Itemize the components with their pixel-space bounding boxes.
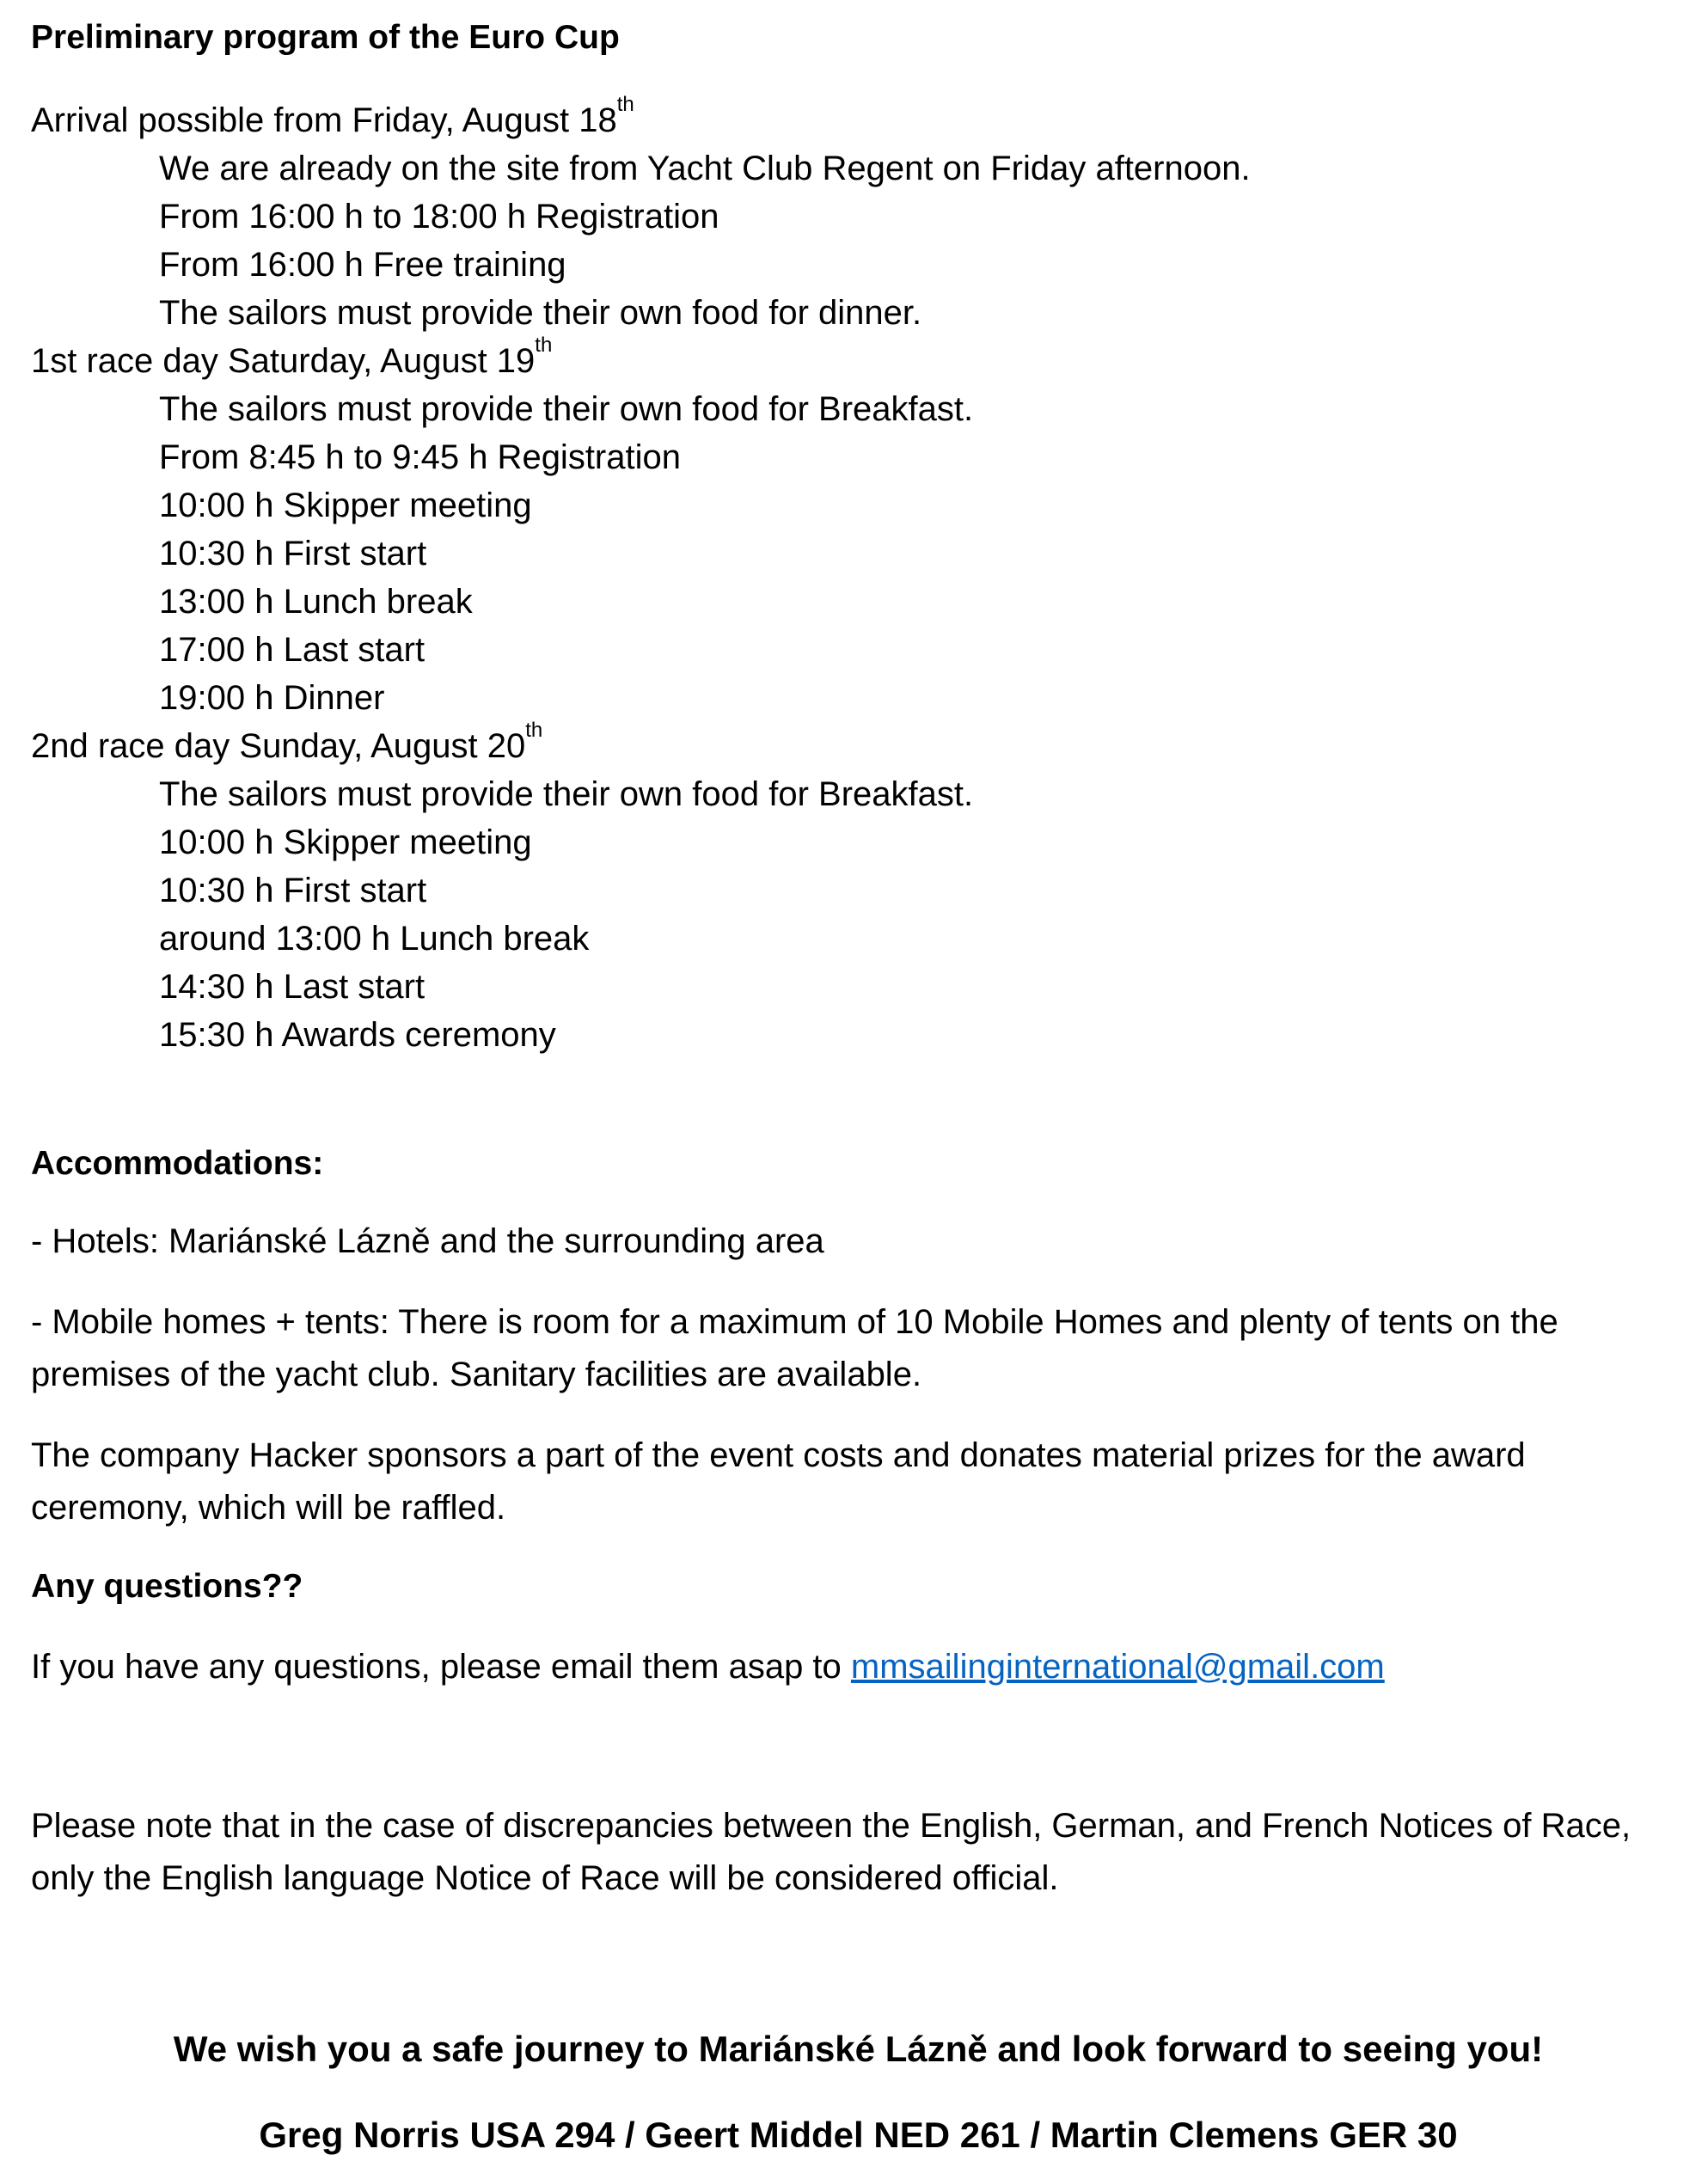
schedule-item: The sailors must provide their own food for dinner.	[159, 294, 922, 332]
day-heading-text: Arrival possible from Friday, August 18	[31, 101, 617, 139]
schedule-item: From 16:00 h Free training	[159, 246, 566, 284]
day-heading-race-day-2	[31, 719, 1690, 770]
questions-text: If you have any questions, please email them asap to	[31, 1648, 851, 1686]
day-heading-suffix: th	[535, 334, 553, 357]
document-page	[31, 14, 1690, 2161]
schedule-item: From 8:45 h to 9:45 h Registration	[159, 438, 681, 476]
schedule-item: 10:30 h First start	[159, 535, 427, 572]
day-heading-text: 1st race day Saturday, August 19	[31, 342, 536, 380]
schedule-item: around 13:00 h Lunch break	[159, 920, 590, 958]
schedule-item: 17:00 h Last start	[159, 631, 425, 669]
schedule-item: 15:30 h Awards ceremony	[159, 1016, 556, 1054]
schedule-item: We are already on the site from Yacht Club Regent on Friday afternoon.	[159, 150, 1251, 187]
schedule-item: 13:00 h Lunch break	[159, 583, 473, 621]
questions-paragraph	[31, 1641, 1690, 1693]
schedule-item: 10:00 h Skipper meeting	[159, 823, 532, 861]
schedule-item: The sailors must provide their own food for Breakfast.	[159, 390, 974, 428]
sponsor-paragraph: The company Hacker sponsors a part of the event costs and donates material prizes for the award ceremony, which will be raffled.	[31, 1436, 1526, 1527]
day-heading-text: 2nd race day Sunday, August 20	[31, 727, 526, 765]
closing-wish: We wish you a safe journey to Mariánské Lázně and look forward to seeing you!	[173, 2029, 1544, 2069]
official-notice-paragraph: Please note that in the case of discrepancies between the English, German, and French Notices of Race, only the English language Notice of Race will be considered official.	[31, 1807, 1631, 1897]
page-title: Preliminary program of the Euro Cup	[31, 19, 620, 56]
day-heading-suffix: th	[525, 719, 543, 742]
day-heading-arrival	[31, 93, 1690, 144]
accommodations-heading: Accommodations:	[31, 1145, 324, 1182]
mobile-homes-paragraph: - Mobile homes + tents: There is room for a maximum of 10 Mobile Homes and plenty of tents on the premises of the yacht club. Sanitary facilities are available.	[31, 1303, 1558, 1393]
schedule-item: The sailors must provide their own food for Breakfast.	[159, 775, 974, 813]
schedule-item: 10:00 h Skipper meeting	[159, 487, 532, 524]
hotels-paragraph: - Hotels: Mariánské Lázně and the surrounding area	[31, 1222, 824, 1260]
signatures: Greg Norris USA 294 / Geert Middel NED 261 / Martin Clemens GER 30	[259, 2115, 1458, 2155]
day-heading-race-day-1	[31, 334, 1690, 385]
schedule-item: 14:30 h Last start	[159, 968, 425, 1006]
schedule-item: 10:30 h First start	[159, 872, 427, 909]
email-link[interactable]: mmsailinginternational@gmail.com	[850, 1648, 1385, 1686]
day-heading-suffix: th	[616, 93, 634, 116]
schedule-item: 19:00 h Dinner	[159, 679, 385, 717]
questions-heading: Any questions??	[31, 1568, 303, 1605]
schedule-item: From 16:00 h to 18:00 h Registration	[159, 198, 719, 236]
